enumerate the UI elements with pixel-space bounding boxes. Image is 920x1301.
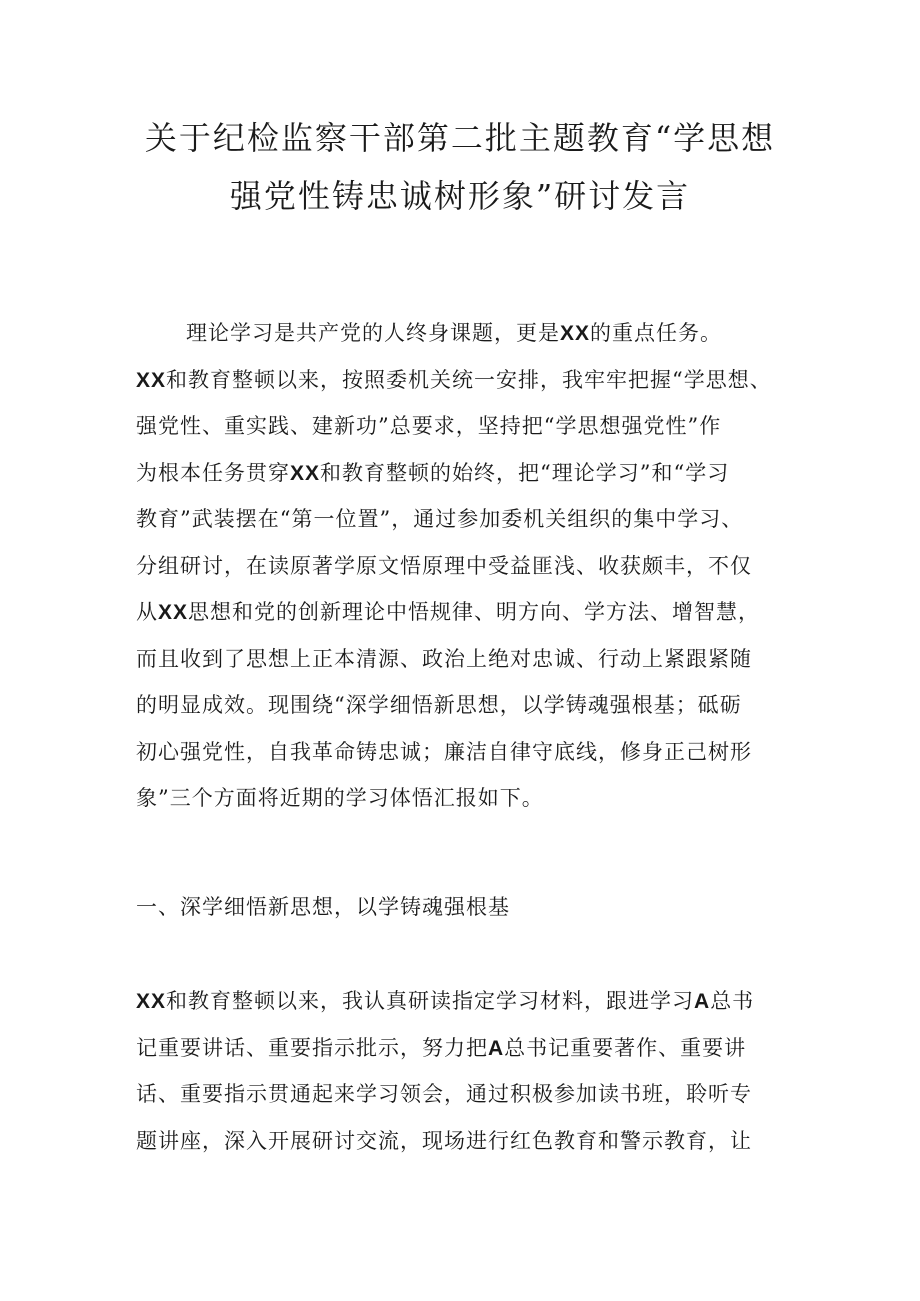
paragraph-line: 的明显成效。现围绕“深学细悟新思想，以学铸魂强根基；砥砺 — [136, 693, 742, 717]
paragraph-line: 教育”武装摆在“第一位置”，通过参加委机关组织的集中学习、 — [136, 507, 744, 531]
paragraph-line: 强党性、重实践、建新功”总要求，坚持把“学思想强党性”作 — [136, 414, 722, 438]
paragraph-line: 记重要讲话、重要指示批示，努力把A总书记重要著作、重要讲 — [136, 1035, 747, 1060]
section-heading-1: 一、深学细悟新思想，以学铸魂强根基 — [136, 895, 510, 919]
paragraph-line: 象”三个方面将近期的学习体悟汇报如下。 — [136, 786, 544, 810]
paragraph-line: 而且收到了思想上正本清源、政治上绝对忠诚、行动上紧跟紧随 — [136, 646, 752, 671]
paragraph-line: 分组研讨，在读原著学原文悟原理中受益匪浅、收获颇丰，不仅 — [136, 553, 752, 578]
paragraph-section-1 — [136, 978, 796, 1164]
paragraph-line: 题讲座，深入开展研讨交流，现场进行红色教育和警示教育，让 — [136, 1128, 752, 1153]
paragraph-line: 初心强党性，自我革命铸忠诚；廉洁自律守底线，修身正己树形 — [136, 739, 752, 764]
paragraph-line: 话、重要指示贯通起来学习领会，通过积极参加读书班，聆听专 — [136, 1082, 752, 1106]
paragraph-line: XX和教育整顿以来，我认真研读指定学习材料，跟进学习A总书 — [136, 989, 755, 1013]
paragraph-line: 理论学习是共产党的人终身课题，更是XX的重点任务。 — [186, 321, 723, 345]
paragraph-intro — [136, 310, 796, 822]
paragraph-line: 为根本任务贯穿XX和教育整顿的始终，把“理论学习”和“学习 — [136, 460, 730, 485]
paragraph-line: 从XX思想和党的创新理论中悟规律、明方向、学方法、增智慧， — [136, 600, 761, 624]
document-title-line-2: 强党性铸忠诚树形象”研讨发言 — [229, 177, 691, 215]
paragraph-line: XX和教育整顿以来，按照委机关统一安排，我牢牢把握“学思想、 — [136, 367, 772, 392]
document-title-line-1: 关于纪检监察干部第二批主题教育“学思想 — [144, 119, 776, 157]
